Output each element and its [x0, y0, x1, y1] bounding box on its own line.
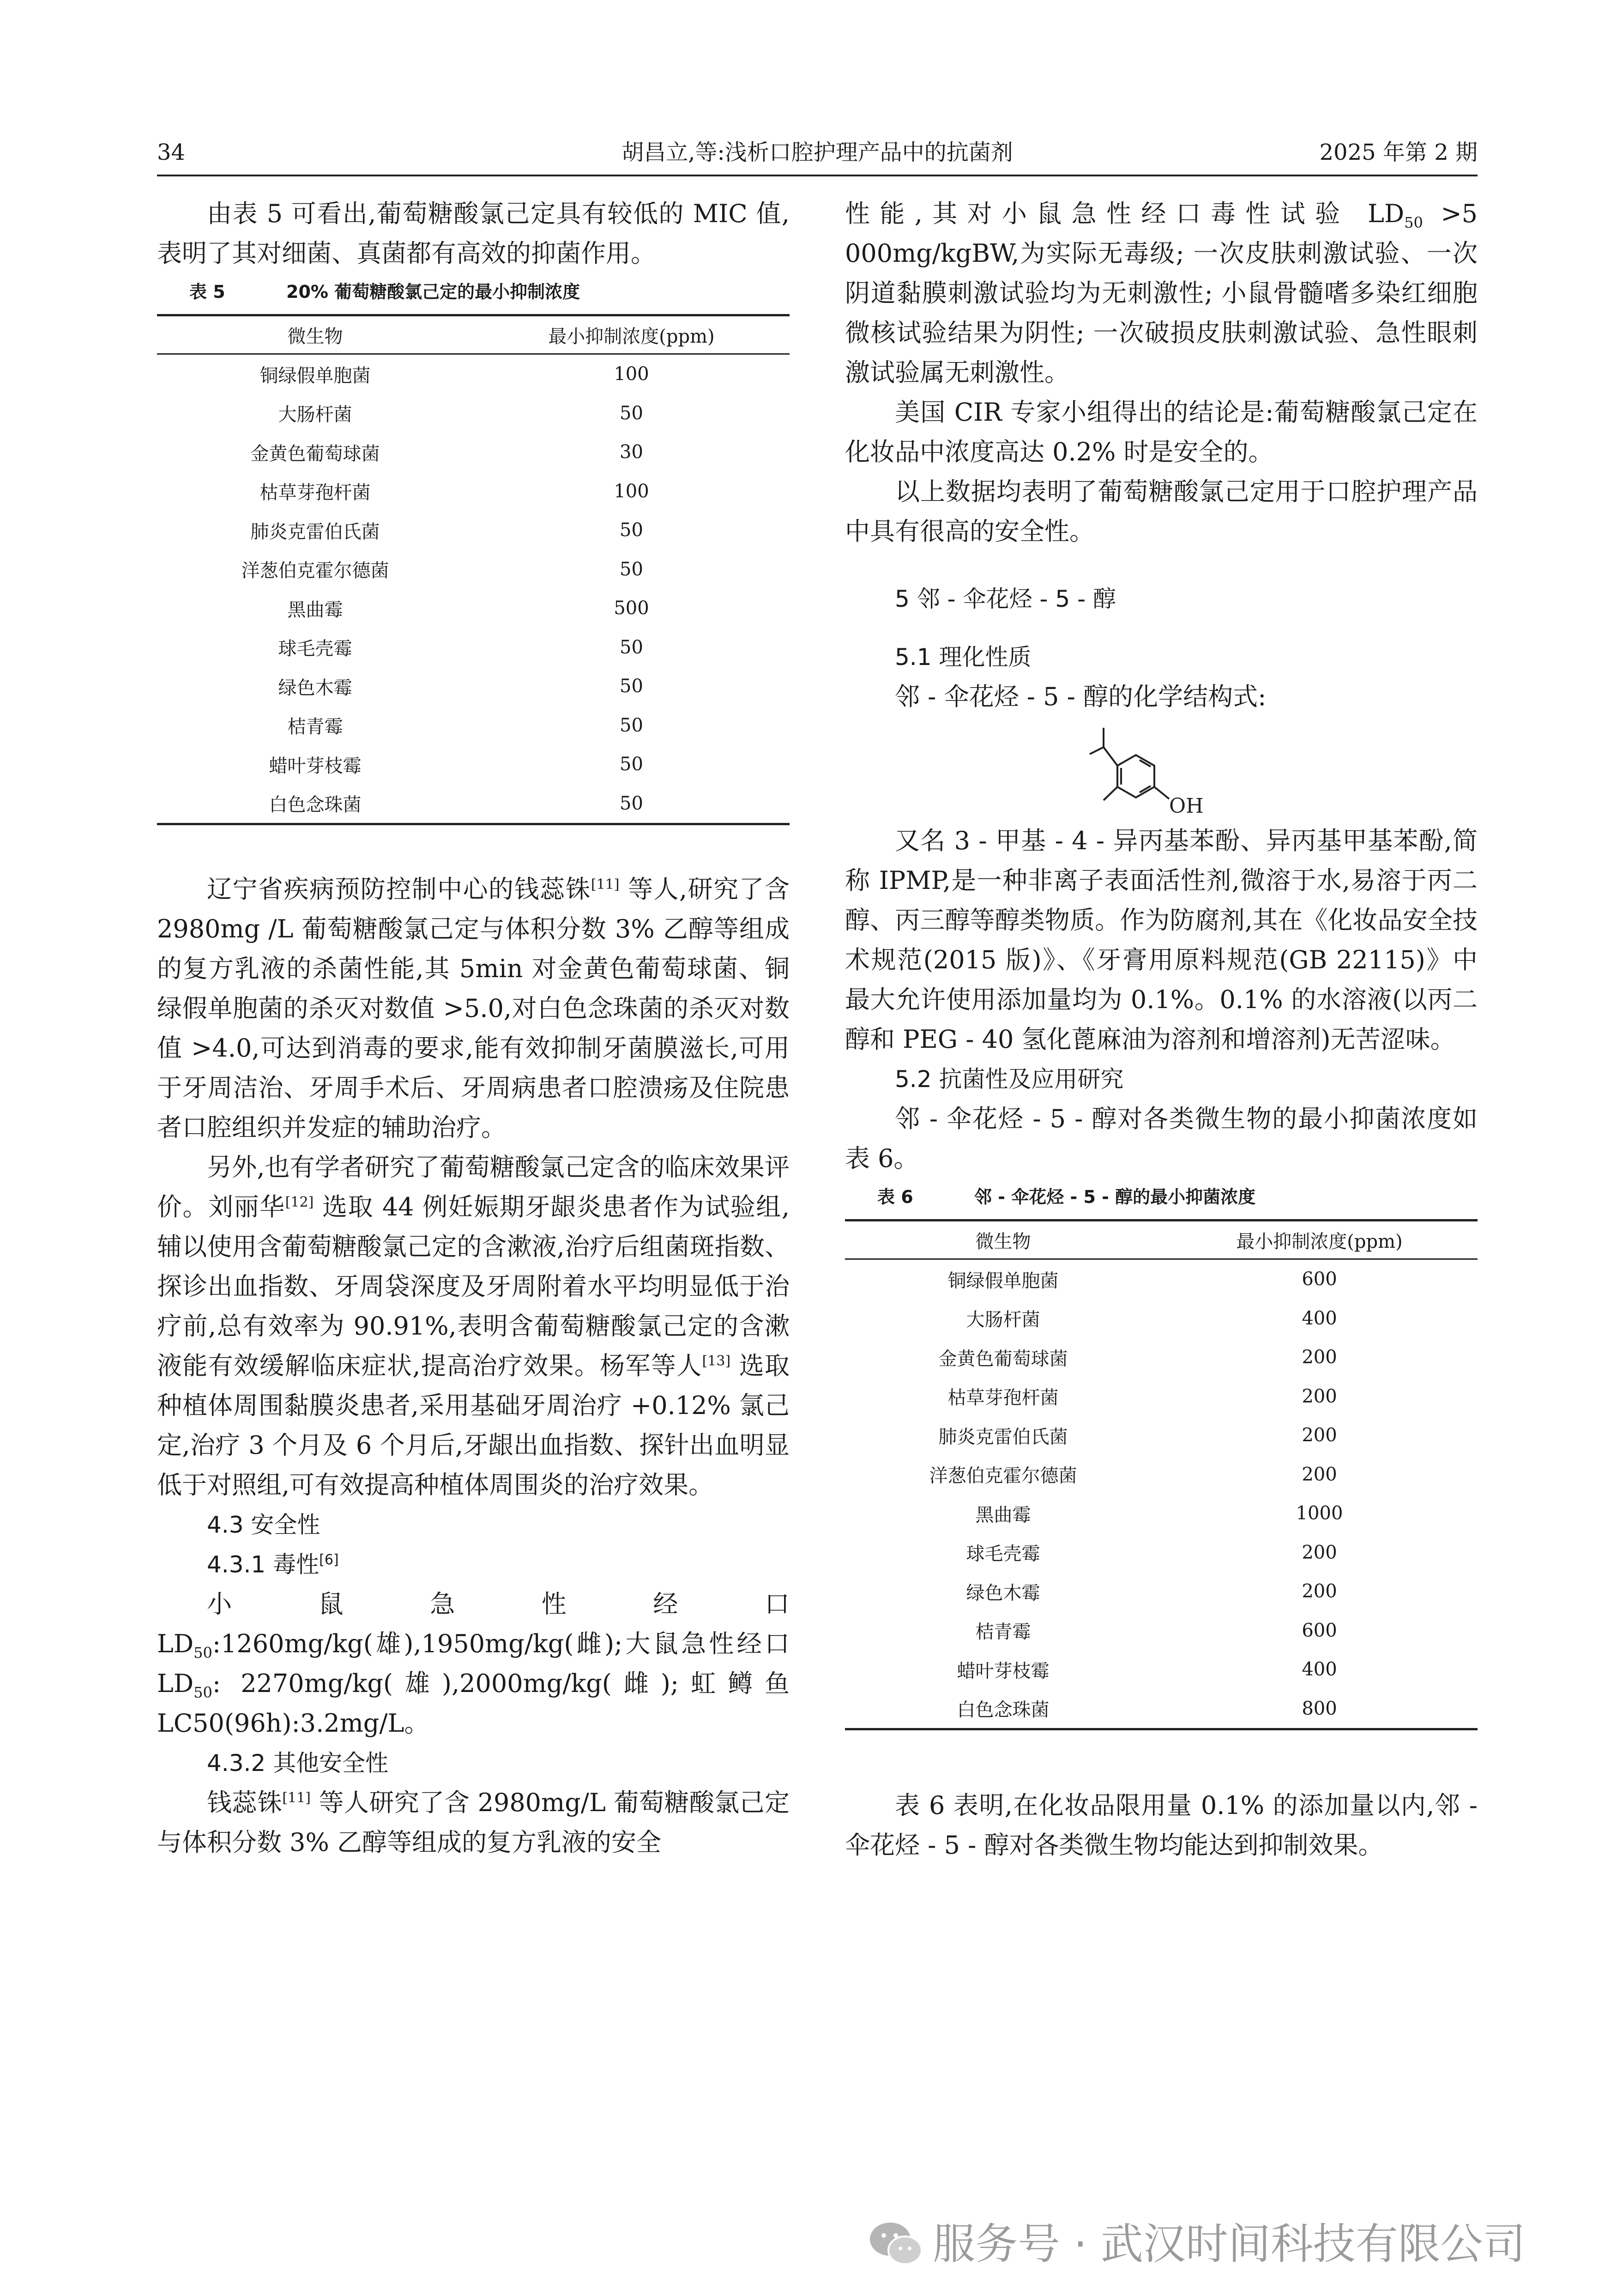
citation-12: [12]: [285, 1194, 314, 1210]
subscript: 50: [193, 1643, 212, 1662]
isopropyl-bond: [1090, 747, 1104, 754]
text-span: 选取种植体周围黏膜炎患者,采用基础牙周治疗 +0.12% 氯己定,治疗 3 个月及 6 个月后,牙龈出血指数、探针出血明显低于对照组,可有效提高种植体周围炎的治疗效果。: [157, 1351, 790, 1499]
subscript: 50: [193, 1683, 212, 1701]
subscript: 50: [1404, 213, 1423, 231]
table5-cell-organism: 洋葱伯克霍尔德菌: [241, 560, 389, 582]
table5-cell-mic: 50: [620, 754, 643, 775]
table6-row: [845, 1572, 1478, 1611]
paragraph-ipmp: 又名 3 - 甲基 - 4 - 异丙基苯酚、异丙基甲基苯酚,简称 IPMP,是一种非离子表面活性剂,微溶于水,易溶于丙二醇、丙三醇等醇类物质。作为防腐剂,其在《化妆品安全技术规范(2015 版)》、《牙膏用原料规范(GB 22115)》中最大允许使用添加量均为 0.1%。0.1% 的水溶液(以丙二醇和 PEG - 40 氢化蓖麻油为溶剂和增溶剂)无苦涩味。: [845, 826, 1478, 1054]
section-5: 5 邻 - 伞花烃 - 5 - 醇: [895, 586, 1116, 612]
section-5-1: 5.1 理化性质: [895, 644, 1032, 671]
table5-cell-mic: 50: [620, 714, 643, 736]
paragraph-conclusion: 以上数据均表明了葡萄糖酸氯己定用于口腔护理产品中具有很高的安全性。: [845, 477, 1478, 546]
ipmp-structure-diagram: [1062, 719, 1256, 816]
table6-col-organism: 微生物: [845, 1221, 1161, 1259]
text-span: 钱蕊铢: [207, 1788, 283, 1817]
table6-cell-mic: 600: [1302, 1269, 1337, 1290]
table6-cell-organism: 枯草芽孢杆菌: [947, 1387, 1059, 1409]
table6-cell-mic: 400: [1302, 1659, 1337, 1680]
table6-cell-mic: 200: [1302, 1347, 1337, 1368]
section-4-3-2: 4.3.2 其他安全性: [207, 1750, 389, 1776]
table6-header-row: [845, 1221, 1478, 1259]
table6-cell-mic: 200: [1302, 1425, 1337, 1446]
table5-title: 20% 葡萄糖酸氯己定的最小抑制浓度: [286, 282, 580, 302]
citation-11b: [11]: [282, 1790, 311, 1806]
table6-cell-organism: 球毛壳霉: [966, 1543, 1040, 1565]
table5-row: [157, 354, 790, 394]
table6-cell-organism: 黑曲霉: [975, 1504, 1031, 1526]
table5-cell-organism: 蜡叶芽枝霉: [269, 755, 362, 777]
right-column: [845, 194, 1478, 1865]
table5-cell-mic: 50: [620, 402, 643, 424]
watermark-text: 服务号 · 武汉时间科技有限公司: [933, 2219, 1526, 2269]
text-span: : 2270mg/kg(雄),2000mg/kg(雌);虹鳟鱼 LC50(96h):3.2mg/L。: [157, 1669, 790, 1738]
table5-cell-mic: 100: [614, 480, 649, 502]
table6-cell-mic: 800: [1161, 1689, 1478, 1729]
structure-intro: 邻 - 伞花烃 - 5 - 醇的化学结构式:: [895, 682, 1267, 711]
issue-label: 2025 年第 2 期: [1319, 139, 1478, 165]
table6-cell-organism: 洋葱伯克霍尔德菌: [929, 1465, 1077, 1487]
table6-row: [845, 1611, 1478, 1650]
table6-row: [845, 1689, 1478, 1729]
hydroxyl-label: OH: [1169, 794, 1204, 816]
paragraph-clinical: [157, 1148, 790, 1505]
chemical-structure: [845, 719, 1478, 816]
table5-cell-mic: 500: [614, 598, 649, 619]
table6-cell-organism: 蜡叶芽枝霉: [957, 1660, 1050, 1682]
table5-number: 表 5: [189, 282, 225, 302]
watermark: [868, 2214, 1588, 2274]
table6-cell-organism: 桔青霉: [975, 1621, 1031, 1643]
table6-row: [845, 1494, 1478, 1533]
table6-number: 表 6: [877, 1187, 913, 1207]
table6-caption: [845, 1183, 1478, 1211]
table5-cell-mic: 50: [473, 784, 790, 824]
toxicity-paragraph: [157, 1584, 790, 1743]
table5-cell-mic: 50: [620, 558, 643, 580]
table6: [845, 1219, 1478, 1730]
methyl-bond: [1104, 787, 1117, 800]
table5-row: [157, 628, 790, 667]
table6-row: [845, 1299, 1478, 1338]
paragraph-table6-intro: 邻 - 伞花烃 - 5 - 醇对各类微生物的最小抑菌浓度如表 6。: [845, 1104, 1478, 1173]
table6-cell-mic: 200: [1302, 1385, 1337, 1407]
table5-body: [157, 354, 790, 824]
table5-cell-organism: 绿色木霉: [278, 677, 352, 699]
paragraph-safety-cont: [845, 194, 1478, 393]
table5-row: [157, 394, 790, 433]
table6-col-mic: 最小抑制浓度(ppm): [1161, 1221, 1478, 1259]
text-span: 选取 44 例妊娠期牙龈炎患者作为试验组,辅以使用含葡萄糖酸氯己定的含漱液,治疗后组菌斑指数、探诊出血指数、牙周袋深度及牙周附着水平均明显低于治疗前,总有效率为 90.91%,表明含葡萄糖酸氯己定的含漱液能有效缓解临床症状,提高治疗效果。杨军等人: [157, 1192, 790, 1380]
benzene-ring: [1117, 755, 1154, 798]
section-4-3: 4.3 安全性: [207, 1511, 320, 1538]
table5-cell-organism: 肺炎克雷伯氏菌: [250, 521, 380, 543]
table6-row: [845, 1259, 1478, 1299]
citation-11: [11]: [591, 876, 620, 893]
table5-cell-organism: 铜绿假单胞菌: [259, 365, 371, 387]
table5-row: [157, 784, 790, 824]
citation-6: [6]: [319, 1552, 339, 1568]
text-span: 等人研究了含 2980mg/L 葡萄糖酸氯己定与体积分数 3% 乙醇等组成的复方乳液的安全: [157, 1788, 790, 1857]
paragraph-cir: 美国 CIR 专家小组得出的结论是:葡萄糖酸氯己定在化妆品中浓度高达 0.2% 时是安全的。: [845, 398, 1478, 466]
section-4-3-1: [157, 1545, 790, 1584]
table5-row: [157, 433, 790, 472]
table6-row: [845, 1455, 1478, 1494]
table5-row: [157, 589, 790, 628]
table6-row: [845, 1533, 1478, 1572]
table6-cell-organism: 大肠杆菌: [966, 1309, 1040, 1331]
text-span: 另外,也有学者研究了葡萄糖酸氯己定含的临床效果评价。刘丽华: [157, 1153, 790, 1221]
table6-body: [845, 1259, 1478, 1729]
table5: [157, 314, 790, 825]
table6-title: 邻 - 伞花烃 - 5 - 醇的最小抑菌浓度: [974, 1187, 1256, 1207]
table6-cell-mic: 200: [1302, 1463, 1337, 1485]
table5-header-row: [157, 315, 790, 354]
running-title: 胡昌立,等:浅析口腔护理产品中的抗菌剂: [621, 139, 1013, 165]
table5-cell-organism: 金黄色葡萄球菌: [250, 443, 380, 465]
table5-row: [157, 706, 790, 745]
table5-cell-mic: 50: [620, 520, 643, 541]
table6-cell-organism: 铜绿假单胞菌: [947, 1270, 1059, 1292]
text-span: 性能,其对小鼠急性经口毒性试验 LD: [845, 199, 1405, 228]
table6-cell-mic: 1000: [1296, 1503, 1343, 1524]
table6-cell-mic: 200: [1302, 1541, 1337, 1563]
paragraph-safety: [157, 1783, 790, 1862]
page-number: 34: [157, 139, 186, 165]
citation-13: [13]: [702, 1353, 731, 1369]
table6-row: [845, 1650, 1478, 1689]
text-span: 小鼠急性经口 LD: [157, 1589, 790, 1658]
table5-caption: [157, 278, 790, 306]
table5-col-organism: 微生物: [157, 315, 473, 354]
table5-col-mic: 最小抑制浓度(ppm): [473, 315, 790, 354]
header-rule: [157, 175, 1478, 176]
table5-row: [157, 667, 790, 706]
section-5-2: 5.2 抗菌性及应用研究: [895, 1066, 1124, 1093]
table5-row: [157, 745, 790, 784]
paragraph-qian-study: [157, 870, 790, 1148]
table6-cell-mic: 400: [1302, 1307, 1337, 1329]
table6-cell-mic: 600: [1302, 1619, 1337, 1641]
table5-cell-mic: 50: [620, 636, 643, 658]
hydroxyl-bond: [1154, 787, 1169, 799]
paragraph-table6-conclusion: 表 6 表明,在化妆品限用量 0.1% 的添加量以内,邻 - 伞花烃 - 5 - 醇对各类微生物均能达到抑制效果。: [845, 1791, 1478, 1860]
table5-cell-mic: 30: [620, 441, 643, 463]
isopropyl-bond: [1104, 747, 1117, 766]
text-span: :1260mg/kg(雄),1950mg/kg(雌);大鼠急性经口 LD: [157, 1629, 790, 1698]
table5-cell-organism: 黑曲霉: [287, 599, 343, 621]
intro-paragraph: 由表 5 可看出,葡萄糖酸氯己定具有较低的 MIC 值,表明了其对细菌、真菌都有高效的抑菌作用。: [157, 199, 790, 268]
table6-cell-organism: 绿色木霉: [966, 1582, 1040, 1604]
table5-cell-mic: 100: [614, 363, 649, 385]
text-span: 等人,研究了含 2980mg /L 葡萄糖酸氯己定与体积分数 3% 乙醇等组成的复方乳液的杀菌性能,其 5min 对金黄色葡萄球菌、铜绿假单胞菌的杀灭对数值 >5.0,对白色念珠菌的杀灭对数值 >4.0,可达到消毒的要求,能有效抑制牙菌膜滋长,可用于牙周洁治、牙周手术后、牙周病患者口腔溃疡及住院患者口腔组织并发症的辅助治疗。: [157, 875, 790, 1142]
table5-cell-organism: 球毛壳霉: [278, 638, 352, 660]
text-span: 4.3.1 毒性: [207, 1551, 320, 1578]
table6-cell-organism: 白色念珠菌: [845, 1689, 1161, 1729]
left-column: [157, 194, 790, 1862]
table6-cell-mic: 200: [1302, 1581, 1337, 1602]
table6-cell-organism: 金黄色葡萄球菌: [938, 1348, 1068, 1370]
table5-cell-organism: 桔青霉: [287, 716, 343, 738]
table5-cell-mic: 50: [620, 676, 643, 697]
table5-cell-organism: 白色念珠菌: [157, 784, 473, 824]
table6-row: [845, 1338, 1478, 1377]
table6-cell-organism: 肺炎克雷伯氏菌: [938, 1426, 1068, 1448]
wechat-icon: [868, 2218, 923, 2269]
table5-cell-organism: 枯草芽孢杆菌: [259, 482, 371, 504]
table5-cell-organism: 大肠杆菌: [278, 404, 352, 426]
table5-row: [157, 472, 790, 511]
text-span: >5 000mg/kgBW,为实际无毒级; 一次皮肤刺激试验、一次阴道黏膜刺激试验均为无刺激性; 小鼠骨髓嗜多染红细胞微核试验结果为阴性; 一次破损皮肤刺激试验、急性眼刺激试验属无刺激性。: [845, 199, 1478, 387]
table6-row: [845, 1377, 1478, 1416]
running-header: [157, 134, 1478, 171]
table6-row: [845, 1416, 1478, 1455]
text-span: 辽宁省疾病预防控制中心的钱蕊铢: [207, 875, 591, 904]
table5-row: [157, 550, 790, 589]
table5-row: [157, 511, 790, 550]
